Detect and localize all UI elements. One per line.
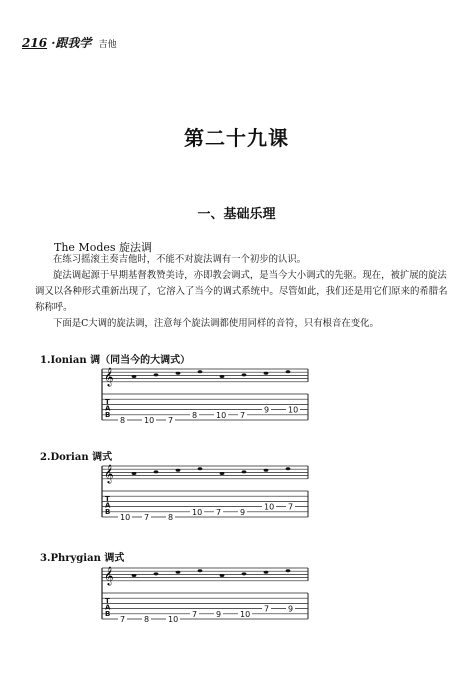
tab-fret-number: 10 (192, 507, 203, 517)
book-subject: 吉他 (98, 40, 117, 50)
note-head (242, 470, 247, 473)
note-head (242, 572, 247, 575)
tab-clef-letter: T (105, 495, 110, 503)
tab-clef-letter: B (105, 508, 111, 516)
paragraph-intro: 在练习摇滚主奏吉他时，不能不对旋法调有一个初步的认识。 (53, 254, 307, 265)
note-head (132, 472, 137, 475)
note-head (154, 373, 159, 376)
tab-fret-number: 7 (288, 502, 294, 512)
tab-fret-number: 7 (120, 615, 126, 624)
page-number: 216 (22, 36, 48, 50)
tab-fret-number: 7 (144, 513, 150, 522)
tab-fret-number: 7 (216, 507, 222, 517)
note-head (220, 574, 225, 577)
note-head (132, 574, 137, 577)
tab-fret-number: 7 (240, 410, 246, 420)
note-head (220, 472, 225, 475)
tab-fret-number: 7 (264, 604, 270, 614)
tab-fret-number: 10 (240, 609, 251, 619)
tab-fret-number: 9 (216, 609, 222, 619)
lesson-title: 第二十九课 (184, 126, 289, 150)
example-label-ionian: 1.Ionian 调（同当今的大调式） (40, 355, 191, 366)
note-head (286, 370, 291, 373)
note-head (176, 372, 181, 375)
tab-fret-number: 9 (240, 507, 246, 517)
tab-clef-letter: A (105, 501, 111, 510)
paragraph-note: 下面是C大调的旋法调，注意每个旋法调都使用同样的音符，只有根音在变化。 (53, 318, 379, 329)
note-head (176, 571, 181, 574)
book-title: ·跟我学 (51, 36, 92, 50)
note-head (264, 372, 269, 375)
tab-fret-number: 8 (192, 410, 198, 420)
paragraph-history: 旋法调起源于早期基督教赞美诗，亦即教会调式，是当今大小调式的先驱。现在，被扩展的旋法调又以各种形式重新出现了，它溶入了当今的调式系统中。尽管如此，我们还是用它们原来的希腊名称称呼。 (35, 270, 448, 313)
tab-clef-letter: T (105, 597, 110, 605)
tab-clef-letter: B (105, 610, 111, 618)
note-head (264, 469, 269, 472)
example-label-phrygian: 3.Phrygian 调式 (40, 553, 125, 564)
tab-fret-number: 10 (144, 416, 155, 425)
section-title: 一、基础乐理 (197, 207, 276, 222)
modes-heading: The Modes 旋法调 (54, 241, 153, 254)
tab-fret-number: 10 (120, 513, 131, 522)
tab-fret-number: 10 (216, 410, 227, 420)
tab-fret-number: 10 (168, 615, 179, 624)
treble-clef-icon: 𝄞 (104, 367, 114, 386)
note-head (242, 373, 247, 376)
tab-fret-number: 10 (288, 405, 299, 415)
tab-fret-number: 10 (264, 502, 275, 512)
note-head (286, 569, 291, 572)
tab-clef-letter: A (105, 603, 111, 612)
note-head (198, 370, 203, 373)
example-label-dorian: 2.Dorian 调式 (40, 452, 113, 463)
tab-fret-number: 8 (144, 615, 150, 624)
tab-fret-number: 7 (168, 416, 174, 425)
treble-clef-icon: 𝄞 (104, 566, 114, 585)
note-head (154, 572, 159, 575)
tab-fret-number: 9 (264, 405, 270, 415)
tab-clef-letter: T (105, 398, 110, 406)
tab-fret-number: 9 (288, 604, 294, 614)
note-head (132, 375, 137, 378)
note-head (176, 469, 181, 472)
note-head (264, 571, 269, 574)
tab-fret-number: 7 (192, 609, 198, 619)
tab-fret-number: 8 (168, 513, 174, 522)
note-head (198, 467, 203, 470)
tab-fret-number: 8 (120, 416, 126, 425)
note-head (154, 470, 159, 473)
note-head (220, 375, 225, 378)
note-head (198, 569, 203, 572)
tab-clef-letter: A (105, 404, 111, 413)
tab-clef-letter: B (105, 411, 111, 419)
note-head (286, 467, 291, 470)
treble-clef-icon: 𝄞 (104, 464, 114, 483)
